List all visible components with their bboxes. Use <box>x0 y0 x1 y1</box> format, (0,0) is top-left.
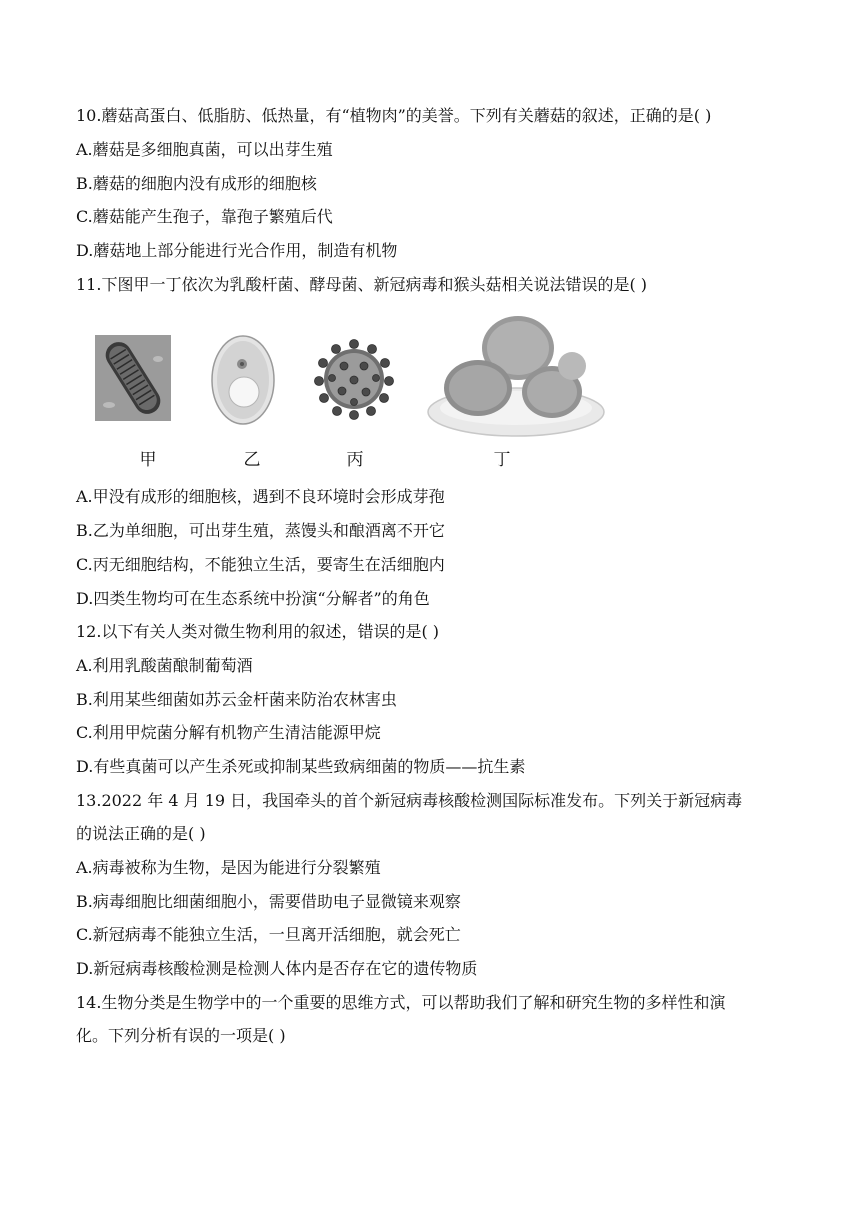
question-11-stem: 11.下图甲一丁依次为乳酸杆菌、酵母菌、新冠病毒和猴头菇相关说法错误的是( ) <box>76 275 648 294</box>
question-12-option-d: D.有些真菌可以产生杀死或抑制某些致病细菌的物质——抗生素 <box>76 757 526 776</box>
lactobacillus-image <box>95 335 171 421</box>
question-13-stem-line-1: 13.2022 年 4 月 19 日，我国牵头的首个新冠病毒核酸检测国际标准发布。下列关于新冠病毒 <box>76 791 743 810</box>
coronavirus-image <box>314 336 394 422</box>
question-10-option-d: D.蘑菇地上部分能进行光合作用，制造有机物 <box>76 241 398 260</box>
question-13-option-a: A.病毒被称为生物，是因为能进行分裂繁殖 <box>76 858 381 877</box>
question-10-option-b: B.蘑菇的细胞内没有成形的细胞核 <box>76 174 317 193</box>
question-12-stem: 12.以下有关人类对微生物利用的叙述，错误的是( ) <box>76 622 440 641</box>
question-13-option-c: C.新冠病毒不能独立生活，一旦离开活细胞，就会死亡 <box>76 925 461 944</box>
question-11-option-a: A.甲没有成形的细胞核，遇到不良环境时会形成芽孢 <box>76 487 445 506</box>
question-12-option-a: A.利用乳酸菌酿制葡萄酒 <box>76 656 253 675</box>
question-14-stem-line-1: 14.生物分类是生物学中的一个重要的思维方式，可以帮助我们了解和研究生物的多样性和演 <box>76 993 726 1012</box>
figure-label-bing: 丙 <box>346 450 364 470</box>
question-13-option-d: D.新冠病毒核酸检测是检测人体内是否存在它的遗传物质 <box>76 959 478 978</box>
question-11-option-b: B.乙为单细胞，可出芽生殖，蒸馒头和酿酒离不开它 <box>76 521 445 540</box>
figure-label-jia: 甲 <box>139 450 157 470</box>
figure-label-ding: 丁 <box>493 450 511 470</box>
yeast-cell-image <box>210 334 276 426</box>
question-13-stem-line-2: 的说法正确的是( ) <box>76 824 206 843</box>
question-10-stem: 10.蘑菇高蛋白、低脂肪、低热量，有“植物肉”的美誉。下列有关蘑菇的叙述，正确的是( ) <box>76 106 712 125</box>
question-12-option-c: C.利用甲烷菌分解有机物产生清洁能源甲烷 <box>76 723 381 742</box>
monkey-head-mushroom-image <box>426 308 606 440</box>
question-10-option-c: C.蘑菇能产生孢子，靠孢子繁殖后代 <box>76 207 333 226</box>
question-14-stem-line-2: 化。下列分析有误的一项是( ) <box>76 1026 286 1045</box>
question-11-option-d: D.四类生物均可在生态系统中扮演“分解者”的角色 <box>76 589 430 608</box>
question-10-option-a: A.蘑菇是多细胞真菌，可以出芽生殖 <box>76 140 333 159</box>
figure-label-yi: 乙 <box>243 450 261 470</box>
question-13-option-b: B.病毒细胞比细菌细胞小，需要借助电子显微镜来观察 <box>76 892 461 911</box>
question-12-option-b: B.利用某些细菌如苏云金杆菌来防治农林害虫 <box>76 690 397 709</box>
question-11-option-c: C.丙无细胞结构，不能独立生活，要寄生在活细胞内 <box>76 555 445 574</box>
